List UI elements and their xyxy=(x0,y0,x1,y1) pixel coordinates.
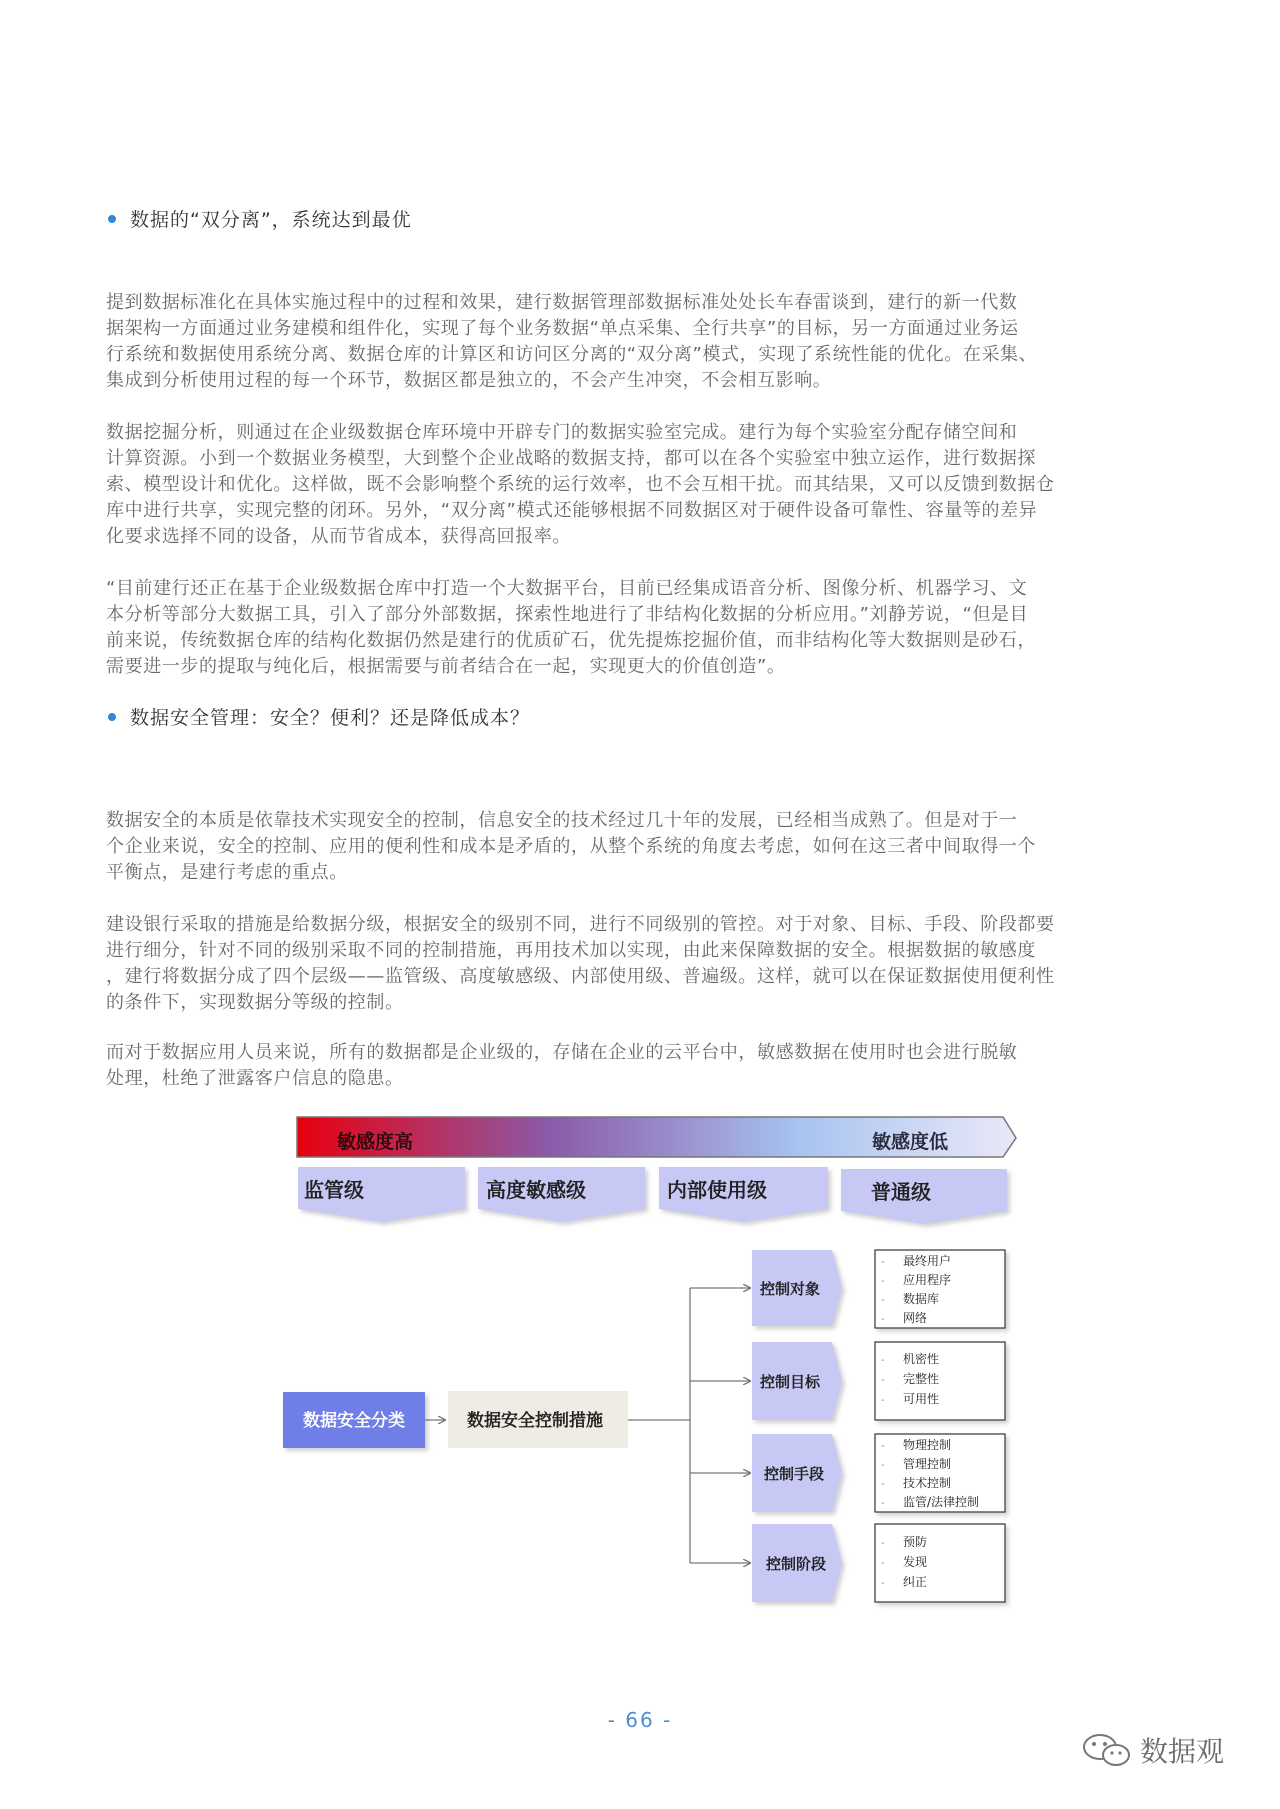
detail-dash: - xyxy=(881,1460,885,1471)
paragraph-line: ，建行将数据分成了四个层级——监管级、高度敏感级、内部使用级、普遍级。这样，就可以在保证数据使用便利性 xyxy=(106,966,1055,987)
detail-item: 完整性 xyxy=(903,1372,940,1386)
data-security-diagram xyxy=(0,1100,1280,1620)
detail-box xyxy=(875,1342,1005,1420)
detail-item: 预防 xyxy=(903,1535,928,1549)
paragraph xyxy=(106,576,1140,680)
detail-dash: - xyxy=(881,1538,885,1549)
paragraph-line: 平衡点，是建行考虑的重点。 xyxy=(106,862,348,883)
detail-item: 物理控制 xyxy=(903,1438,952,1452)
level-label: 普通级 xyxy=(871,1180,931,1204)
page-number: - 66 - xyxy=(607,1708,673,1732)
detail-item: 发现 xyxy=(903,1555,928,1569)
level-box-supervision xyxy=(298,1167,465,1222)
detail-dash: - xyxy=(881,1314,885,1325)
sensitivity-high-label: 敏感度高 xyxy=(337,1131,414,1153)
paragraph-line: 前来说，传统数据仓库的结构化数据仍然是建行的优质矿石，优先提炼挖掘价值，而非结构化等大数据则是砂石， xyxy=(106,630,1036,651)
detail-dash: - xyxy=(881,1578,885,1589)
paragraph-line: 行系统和数据使用系统分离、数据仓库的计算区和访问区分离的“双分离”模式，实现了系统性能的优化。在采集、 xyxy=(106,344,1038,365)
root-label: 数据安全分类 xyxy=(303,1411,405,1431)
detail-item: 机密性 xyxy=(903,1352,940,1366)
heading-text: 数据的“双分离”，系统达到最优 xyxy=(130,209,412,231)
branch-box-control-goal xyxy=(752,1342,842,1420)
level-box-general xyxy=(841,1169,1007,1224)
detail-box xyxy=(875,1250,1005,1328)
paragraph-line: 而对于数据应用人员来说，所有的数据都是企业级的，存储在企业的云平台中，敏感数据在使用时也会进行脱敏 xyxy=(106,1042,1018,1063)
detail-dash: - xyxy=(881,1441,885,1452)
detail-box xyxy=(875,1434,1005,1512)
paragraph-line: 数据挖掘分析，则通过在企业级数据仓库环境中开辟专门的数据实验室完成。建行为每个实验室分配存储空间和 xyxy=(106,422,1018,443)
paragraph xyxy=(106,808,1140,886)
paragraph-line: 提到数据标准化在具体实施过程中的过程和效果，建行数据管理部数据标准处处长车春雷谈到，建行的新一代数 xyxy=(106,292,1018,313)
heading-text: 数据安全管理：安全？便利？还是降低成本？ xyxy=(130,707,531,729)
paragraph xyxy=(106,1040,1140,1092)
paragraph-line: “目前建行还正在基于企业级数据仓库中打造一个大数据平台，目前已经集成语音分析、图像分析、机器学习、文 xyxy=(106,578,1028,599)
detail-dash: - xyxy=(881,1395,885,1406)
detail-box xyxy=(875,1524,1005,1602)
wechat-icon xyxy=(1080,1730,1134,1770)
heading-data-security xyxy=(108,703,530,730)
sensitivity-low-label: 敏感度低 xyxy=(872,1131,949,1153)
detail-dash: - xyxy=(881,1375,885,1386)
bullet-dot xyxy=(108,215,116,223)
paragraph-line: 个企业来说，安全的控制、应用的便利性和成本是矛盾的，从整个系统的角度去考虑，如何在这三者中间取得一个 xyxy=(106,836,1036,857)
level-box-internal-use xyxy=(659,1167,828,1222)
branch-box-control-object xyxy=(752,1250,842,1326)
branch-label: 控制阶段 xyxy=(766,1555,827,1573)
detail-item: 可用性 xyxy=(903,1392,940,1406)
paragraph-line: 建设银行采取的措施是给数据分级，根据安全的级别不同，进行不同级别的管控。对于对象、目标、手段、阶段都要 xyxy=(106,914,1055,935)
paragraph-line: 据架构一方面通过业务建模和组件化，实现了每个业务数据“单点采集、全行共享”的目标，另一方面通过业务运 xyxy=(106,318,1019,339)
paragraph-line: 化要求选择不同的设备，从而节省成本，获得高回报率。 xyxy=(106,526,571,547)
paragraph-line: 计算资源。小到一个数据业务模型，大到整个企业战略的数据支持，都可以在各个实验室中独立运作，进行数据探 xyxy=(106,448,1036,469)
level-label: 监管级 xyxy=(304,1178,364,1202)
detail-dash: - xyxy=(881,1295,885,1306)
branch-label: 控制对象 xyxy=(760,1280,821,1298)
level-label: 高度敏感级 xyxy=(486,1178,586,1202)
branch-label: 控制目标 xyxy=(760,1373,821,1391)
watermark-text: 数据观 xyxy=(1140,1735,1225,1768)
detail-dash: - xyxy=(881,1276,885,1287)
paragraph-line: 库中进行共享，实现完整的闭环。另外，“双分离”模式还能够根据不同数据区对于硬件设备可靠性、容量等的差异 xyxy=(106,500,1038,521)
bullet-dot xyxy=(108,713,116,721)
branch-label: 控制手段 xyxy=(764,1465,825,1483)
detail-item: 技术控制 xyxy=(903,1476,952,1490)
detail-dash: - xyxy=(881,1479,885,1490)
watermark xyxy=(1080,1730,1224,1770)
level-label: 内部使用级 xyxy=(667,1178,767,1202)
detail-item: 网络 xyxy=(903,1311,928,1325)
paragraph-line: 进行细分，针对不同的级别采取不同的控制措施，再用技术加以实现，由此来保障数据的安全。根据数据的敏感度 xyxy=(106,940,1036,961)
detail-item: 纠正 xyxy=(903,1575,928,1589)
paragraph xyxy=(106,290,1140,394)
paragraph-line: 本分析等部分大数据工具，引入了部分外部数据，探索性地进行了非结构化数据的分析应用。”刘静芳说，“但是目 xyxy=(106,604,1029,625)
root-box xyxy=(283,1392,425,1448)
detail-item: 管理控制 xyxy=(903,1457,952,1471)
paragraph-line: 处理，杜绝了泄露客户信息的隐患。 xyxy=(106,1068,404,1089)
detail-item: 监管/法律控制 xyxy=(903,1495,980,1509)
paragraph-line: 索、模型设计和优化。这样做，既不会影响整个系统的运行效率，也不会互相干扰。而其结果，又可以反馈到数据仓 xyxy=(106,474,1055,495)
measures-label: 数据安全控制措施 xyxy=(467,1411,603,1431)
detail-dash: - xyxy=(881,1257,885,1268)
branch-box-control-stage xyxy=(752,1524,842,1602)
detail-dash: - xyxy=(881,1355,885,1366)
branch-box-control-means xyxy=(752,1434,842,1512)
detail-item: 最终用户 xyxy=(903,1254,952,1268)
detail-dash: - xyxy=(881,1498,885,1509)
detail-item: 数据库 xyxy=(903,1292,940,1306)
paragraph-line: 集成到分析使用过程的每一个环节，数据区都是独立的，不会产生冲突，不会相互影响。 xyxy=(106,370,832,391)
level-box-highly-sensitive xyxy=(478,1167,645,1222)
paragraph xyxy=(106,912,1140,1016)
detail-dash: - xyxy=(881,1558,885,1569)
heading-dual-separation xyxy=(108,205,412,232)
paragraph xyxy=(106,420,1140,550)
detail-item: 应用程序 xyxy=(903,1273,952,1287)
measures-box xyxy=(448,1391,628,1448)
paragraph-line: 的条件下，实现数据分等级的控制。 xyxy=(106,992,404,1013)
paragraph-line: 需要进一步的提取与纯化后，根据需要与前者结合在一起，实现更大的价值创造”。 xyxy=(106,656,786,677)
paragraph-line: 数据安全的本质是依靠技术实现安全的控制，信息安全的技术经过几十年的发展，已经相当成熟了。但是对于一 xyxy=(106,810,1018,831)
